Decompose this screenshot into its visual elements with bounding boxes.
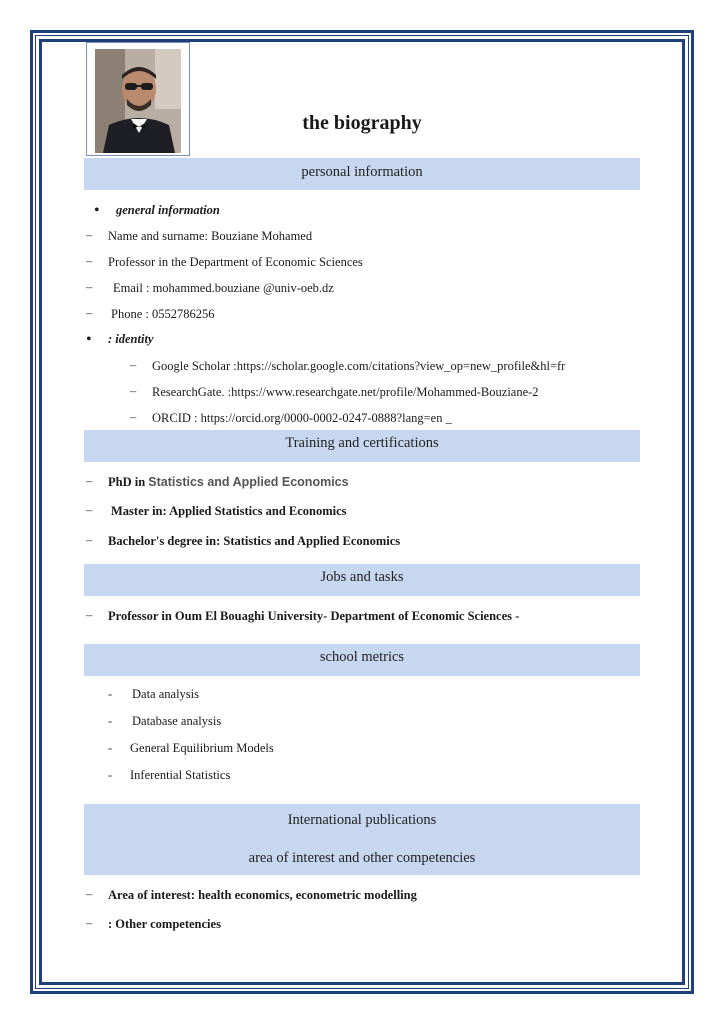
dash-marker: – [86, 916, 93, 930]
dash-marker: – [86, 503, 93, 517]
dash-marker: – [86, 608, 93, 622]
bullet-general: • [94, 202, 100, 219]
section-publications-interests [84, 804, 640, 875]
section-international-publications: International publications [287, 812, 437, 828]
page-title: the biography [302, 112, 422, 134]
area-of-interest-line: Area of interest: health economics, econometric modelling [108, 888, 417, 902]
job-line: Professor in Oum El Bouaghi University- Department of Economic Sciences - [108, 609, 520, 623]
dash-marker: – [86, 887, 93, 901]
portrait-image [95, 49, 181, 153]
section-personal-information: personal information [84, 158, 640, 190]
profile-photo-frame [86, 42, 190, 156]
section-training: Training and certifications [84, 430, 640, 462]
metric-item: Database analysis [132, 714, 222, 728]
position-line: Professor in the Department of Economic Sciences [108, 255, 363, 269]
metric-item: Inferential Statistics [130, 768, 231, 782]
dash-marker: – [130, 384, 137, 398]
general-information-heading: general information [116, 203, 220, 217]
section-school-metrics: school metrics [84, 644, 640, 676]
phd-field: Statistics and Applied Economics [148, 475, 349, 489]
section-area-of-interest: area of interest and other competencies [248, 850, 476, 866]
dash-marker: – [86, 533, 93, 547]
dash-marker: – [86, 228, 93, 242]
dash-marker: – [130, 358, 137, 372]
researchgate-link[interactable]: ResearchGate. :https://www.researchgate.net/profile/Mohammed-Bouziane-2 [152, 385, 539, 399]
hyphen-marker: - [108, 768, 113, 782]
bachelor-line: Bachelor's degree in: Statistics and Applied Economics [108, 534, 401, 548]
phone-line: Phone : 0552786256 [111, 307, 215, 321]
phd-line [108, 475, 349, 490]
email-line: Email : mohammed.bouziane @univ-oeb.dz [113, 281, 334, 295]
hyphen-marker: - [108, 741, 113, 755]
master-line: Master in: Applied Statistics and Economics [111, 504, 347, 518]
identity-heading: : identity [108, 332, 154, 346]
dash-marker: – [86, 280, 93, 294]
dash-marker: – [86, 254, 93, 268]
section-jobs: Jobs and tasks [84, 564, 640, 596]
dash-marker: – [86, 474, 93, 488]
metric-item: General Equilibrium Models [130, 741, 274, 755]
orcid-link[interactable]: ORCID : https://orcid.org/0000-0002-0247-0888?lang=en _ [152, 411, 452, 425]
dash-marker: – [86, 306, 93, 320]
hyphen-marker: - [108, 687, 113, 701]
profile-photo [95, 49, 181, 153]
dash-marker: – [130, 410, 137, 424]
other-competencies-line: : Other competencies [108, 917, 221, 931]
metric-item: Data analysis [132, 687, 199, 701]
phd-prefix: PhD in [108, 475, 149, 489]
name-line: Name and surname: Bouziane Mohamed [108, 229, 313, 243]
google-scholar-link[interactable]: Google Scholar :https://scholar.google.com/citations?view_op=new_profile&hl=fr [152, 359, 566, 373]
hyphen-marker: - [108, 714, 113, 728]
bullet-identity: • [86, 331, 92, 348]
